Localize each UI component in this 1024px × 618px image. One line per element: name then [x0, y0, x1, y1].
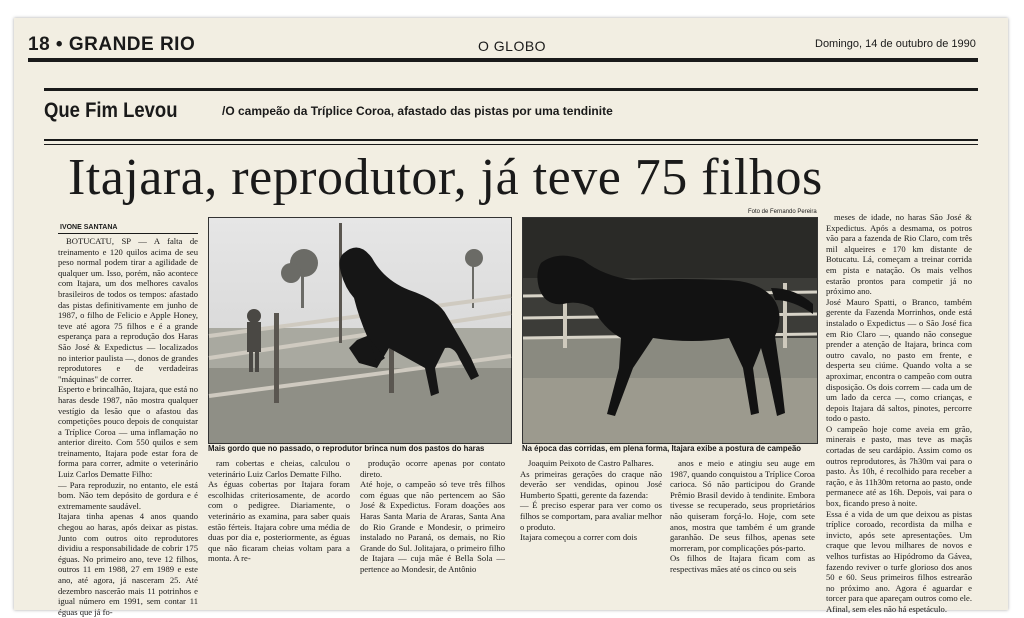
horse-rearing-photo [209, 218, 511, 443]
photo-left [208, 217, 512, 444]
caption-right: Na época das corridas, em plena forma, Itajara exibe a postura de campeão [522, 444, 802, 453]
column-6-text: meses de idade, no haras São José & Expedictus. Após a desmama, os potros vão para a fazenda de Rio Claro, com três mil alqueires e 170 km distante de Botucatu. Lá, começam a treinar corrida em pista e natação. Os mais velhos estarão prontos para competir já no próximo ano. José Mauro Spatti, o Branco, também gerente da Fazenda Morrinhos, onde está instalado o Expedictus — o São José fica em Rio Claro —, quando não consegue prender a atenção de Itajara, brinca com outro cavalo, no pasto em frente, e desperta seu ciúme. Quando volta a se aproximar, encontra o campeão com outra disposição. Os dois correm — cada um de um lado da cerca —, como crianças, e depois Itajara dá saltos, pinotes, percorre todo o pasto. O campeão hoje come aveia em grão, minerais e pasto, mas teve as maçãs cortadas de seu cardápio. Assim como os outros reprodutores, às 7h30m vai para o pasto. Às 10h, é recolhido para receber a ração, e às 11h30m retorna ao pasto, onde permanece até as 16h. Depois, vai para o box, ficando preso à noite. Essa é a vida de um que deixou as pistas tríplice coroado, recordista da milha e invicto, após sete apresentações. Um craque que levou milhares de novos e velhos turfistas ao Hipódromo da Gávea, fazendo reviver o turfe glorioso dos anos 50 e 60. Seus primeiros filhos estrearão no próximo ano. Agora é aguardar e torcer para que apareçam outros como ele. Afinal, sem eles não há espetáculo. [826, 212, 972, 614]
feature-subtitle: /O campeão da Tríplice Coroa, afastado das pistas por uma tendinite [222, 104, 613, 118]
column-2-text: ram cobertas e cheias, calculou o veterinário Luiz Carlos Dematte Filho. As éguas cobertas por Itajara foram escolhidas criteriosamente, de acordo com o pedigree. Diariamente, o veterinário as examina, para saber quais estão férteis. Itajara cobre uma média de duas por dia e, posteriormente, as éguas que não ficaram cheias voltam para a monta. A re- [208, 458, 350, 564]
article-column-6 [826, 212, 972, 614]
article-column-1 [58, 236, 198, 617]
column-5-text: anos e meio e atingiu seu auge em 1987, quando conquistou a Tríplice Coroa carioca. Só não participou do Grande Prêmio Brasil devido à tendinite. Embora tivesse se recuperado, seus proprietários não quiseram forçá-lo. Hoje, com sete anos, mostra que também é um grande garanhão. De seus filhos, apenas sete morreram, por complicações pós-parto. Os filhos de Itajara ficam com as respectivas mães até os cinco ou seis [670, 458, 815, 574]
column-1-text: BOTUCATU, SP — A falta de treinamento e 120 quilos acima de seu peso normal podem tirar a agilidade de qualquer um. Isso, porém, não acontece com Itajara, um dos melhores cavalos brasileiros de todos os tempos: afastado das pistas definitivamente em junho de 1987, o filho de Felicio e Apple Honey, teve até agora 75 filhos e é a grande esperança para a reprodução dos Haras São José & Expedictus — localizados no interior paulista —, donos de grandes reprodutores e de verdadeiras "máquinas" de correr. Esperto e brincalhão, Itajara, que está no haras desde 1987, não mostra qualquer vestígio da lesão que o afastou das competições pouco depois de conquistar a Tríplice Coroa — uma inflamação no anterior direito. Com 550 quilos e sem treinamento, Itajara pode estar fora de forma para correr, admite o veterinário Luiz Carlos Dematte Filho: — Para reproduzir, no entanto, ele está bom. Não tem depósito de gordura e é extremamente saudável. Itajara tinha apenas 4 anos quando chegou ao haras, após deixar as pistas. Junto com outros oito reprodutores dividiu a responsabilidade de cobrir 175 éguas. No primeiro ano, teve 12 filhos, outros 11 em 1988, 27 em 1989 e este ano, até agora, já nasceram 25. Até dezembro nascerão mais 11 potrinhos e igual número em 1991, sem contar 11 éguas que já fo- [58, 236, 198, 617]
caption-left: Mais gordo que no passado, o reprodutor brinca num dos pastos do haras [208, 444, 485, 453]
feature-top-rule [44, 88, 978, 91]
article-column-4 [520, 458, 662, 582]
feature-title: Que Fim Levou [44, 99, 178, 122]
photo-right [522, 217, 818, 444]
header-rule [28, 58, 978, 62]
section-header: 18 • GRANDE RIO [28, 34, 196, 55]
issue-date: Domingo, 14 de outubro de 1990 [815, 38, 976, 50]
horse-standing-photo [523, 218, 817, 443]
byline: IVONE SANTANA [60, 224, 118, 231]
feature-bottom-rule [44, 139, 978, 141]
feature-bottom-rule-thin [44, 144, 978, 145]
column-4-text: Joaquim Peixoto de Castro Palhares. As primeiras gerações do craque não deverão ser vendidas, opinou José Humberto Spatti, gerente da fazenda: — É preciso esperar para ver como os filhos se comportam, para avaliar melhor o produto. Itajara começou a correr com dois [520, 458, 662, 543]
article-column-3 [360, 458, 505, 582]
newspaper-name: O GLOBO [478, 38, 547, 54]
byline-rule [58, 233, 198, 234]
photo-credit: Foto de Fernando Pereira [748, 209, 817, 215]
article-column-2 [208, 458, 350, 582]
article-column-5 [670, 458, 815, 582]
column-3-text: produção ocorre apenas por contato direto. Até hoje, o campeão só teve três filhos com éguas que não pertencem ao São José & Expedictus. Foram doações aos Haras Santa Maria de Araras, Santa Ana do Rio Grande e Mondesir, o primeiro instalado no Paraná, os demais, no Rio Grande do Sul. Jolitajara, o primeiro filho de Itajara — cuja mãe é Bella Sola — pertence ao Mondesir, de Antônio [360, 458, 505, 574]
headline: Itajara, reprodutor, já teve 75 filhos [68, 149, 823, 206]
